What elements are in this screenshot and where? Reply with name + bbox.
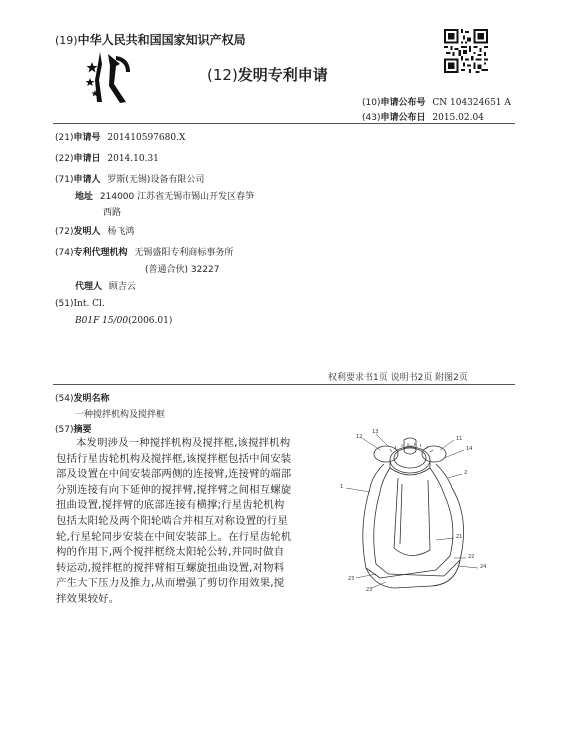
app-no-code: (21) [55, 133, 74, 143]
header-divider [53, 123, 515, 124]
applicant-code: (71) [55, 175, 74, 185]
address-label: 地址 [75, 192, 94, 202]
office-name: 中华人民共和国国家知识产权局 [77, 33, 246, 47]
doc-type: 发明专利申请 [237, 66, 328, 84]
agency-value: 无锡盛阳专利商标事务所 [134, 248, 234, 258]
app-date-code: (22) [55, 154, 74, 164]
name-label: 发明名称 [73, 394, 110, 404]
applicant-label: 申请人 [73, 175, 101, 185]
app-date-value: 2014.10.31 [107, 154, 159, 164]
pub-no-value: CN 104324651 A [432, 98, 511, 108]
agent-line [75, 279, 136, 292]
intcl-label: Int. Cl. [73, 299, 105, 309]
abstract-heading [55, 422, 92, 435]
address-line [75, 189, 254, 202]
name-heading [55, 391, 110, 404]
intcl-class-line [75, 316, 172, 326]
name-code: (54) [55, 394, 74, 404]
cnipa-logo-icon [86, 50, 132, 106]
applicant-value: 罗斯(无锡)设备有限公司 [107, 175, 205, 185]
drawing-reference-label: 21 [456, 534, 463, 540]
applicant-line [55, 172, 204, 185]
drawing-reference-label: 1 [340, 484, 344, 490]
drawing-reference-label: 24 [480, 564, 487, 570]
drawing-reference-label: 11 [456, 436, 463, 442]
inventor-line [55, 224, 134, 237]
app-no-line [55, 130, 185, 143]
pub-date-value: 2015.02.04 [432, 113, 484, 123]
abstract-text: 本发明涉及一种搅拌机构及搅拌框,该搅拌机构包括行星齿轮机构及搅拌框,该搅拌框包括中间安装部及设置在中间安装部两侧的连接臂,连接臂的端部分别连接有向下延伸的搅拌臂,搅拌臂之间相互螺旋扭曲设置,搅拌臂的底部连接有横撑;行星齿轮机构包括太阳轮及两个阳轮啮合并相互对称设置的行星轮,行星轮同步安装在中间安装部上。在行星齿轮机构的作用下,两个搅拌框绕太阳轮公转,并同时做自转运动,搅拌框的搅拌臂相互螺旋扭曲设置,对物料产生大下压力及推力,从而增强了剪切作用效果,搅拌效果较好。 [56, 437, 292, 605]
app-date-line [55, 151, 159, 164]
pub-date-code: (43) [362, 113, 381, 123]
agency-label: 专利代理机构 [73, 248, 128, 258]
mixer-drawing [336, 428, 500, 606]
app-date-label: 申请日 [73, 154, 101, 164]
pages-info: 权利要求书1页 说明书2页 附图2页 [328, 373, 468, 383]
pub-no-code: (10) [362, 98, 381, 108]
section-divider [53, 384, 515, 385]
abstract-label: 摘要 [73, 425, 92, 435]
address-line2: 西路 [103, 208, 122, 218]
agency-value-2: (普通合伙) 32227 [145, 265, 220, 275]
office-line [55, 31, 246, 48]
abstract-code: (57) [55, 425, 74, 435]
doc-type-line [207, 64, 328, 85]
drawing-reference-label: 2 [464, 470, 468, 476]
drawing-reference-label: 12 [356, 434, 363, 440]
app-no-value: 201410597680.X [107, 133, 186, 143]
invention-name: 一种搅拌机构及搅拌框 [75, 410, 166, 420]
office-code: (19) [55, 34, 78, 47]
doc-type-code: (12) [207, 66, 238, 84]
pub-date-line [362, 110, 484, 123]
intcl-year: (2006.01) [128, 316, 173, 326]
drawing-reference-label: 22 [468, 554, 475, 560]
agency-line [55, 245, 233, 258]
drawing-reference-label: 23 [348, 576, 355, 582]
drawing-reference-label: 13 [372, 429, 379, 435]
qr-code-icon [444, 29, 488, 73]
inventor-code: (72) [55, 227, 74, 237]
inventor-label: 发明人 [73, 227, 101, 237]
intcl-line [55, 299, 105, 309]
drawing-reference-label: 23 [366, 587, 373, 593]
intcl-class: B01F 15/00 [75, 316, 129, 326]
pub-no-line [362, 95, 511, 108]
drawing-reference-label: 14 [466, 446, 473, 452]
address-line1: 214000 江苏省无锡市锡山开发区春笋 [99, 192, 255, 202]
intcl-code: (51) [55, 299, 74, 309]
agent-label: 代理人 [75, 282, 103, 292]
app-no-label: 申请号 [73, 133, 101, 143]
inventor-value: 杨飞鸿 [107, 227, 135, 237]
pub-date-label: 申请公布日 [380, 113, 426, 123]
pub-no-label: 申请公布号 [380, 98, 426, 108]
agency-code: (74) [55, 248, 74, 258]
agent-value: 顾吉云 [108, 282, 136, 292]
